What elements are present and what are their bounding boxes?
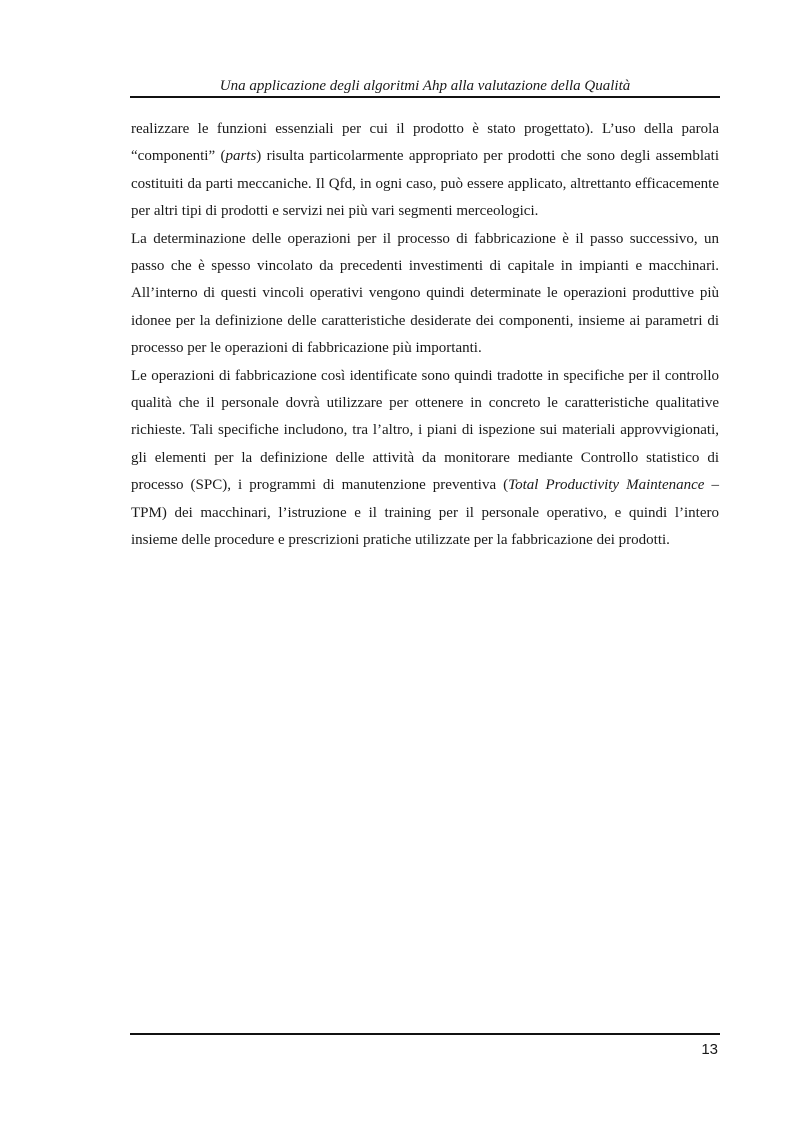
paragraph-3-emphasis: Total Productivity Maintenance [508,477,705,494]
paragraph-3 [131,363,719,555]
paragraph-1-text-b: ) risulta particolarmente appropriato per prodotti che sono degli assemblati costituiti da parti meccaniche. Il Qfd, in ogni caso, può essere applicato, altrettanto efficacemente per altri tipi di prodotti e servizi nei più vari segmenti merceologici. [131,148,719,220]
body-text [131,116,719,555]
footer-rule [130,1033,720,1035]
paragraph-2: La determinazione delle operazioni per il processo di fabbricazione è il passo successivo, un passo che è spesso vincolato da precedenti investimenti di capitale in impianti e macchinari. All’interno di questi vincoli operativi vengono quindi determinate le operazioni produttive più idonee per la definizione delle caratteristiche desiderate dei componenti, insieme ai parametri di processo per le operazioni di fabbricazione più importanti. [131,230,719,357]
running-header: Una applicazione degli algoritmi Ahp alla valutazione della Qualità [219,78,631,94]
paragraph-3-text-b: – TPM) dei macchinari, l’istruzione e il training per il personale operativo, e quindi l’intero insieme delle procedure e prescrizioni pratiche utilizzate per la fabbricazione dei prodotti. [131,477,719,549]
paragraph-1 [131,116,719,226]
header-rule [130,96,720,98]
paragraph-1-text-a: realizzare le funzioni essenziali per cui il prodotto è stato progettato). L’uso della parola “componenti” ( [131,121,719,165]
paragraph-1-emphasis: parts [225,148,257,165]
page-number: 13 [701,1041,718,1058]
paragraph-3-text-a: Le operazioni di fabbricazione così identificate sono quindi tradotte in specifiche per il controllo qualità che il personale dovrà utilizzare per ottenere in concreto le caratteristiche qualitative richieste. Tali specifiche includono, tra l’altro, i piani di ispezione sui materiali approvvigionati, gli elementi per la definizione delle attività da monitorare mediante Controllo statistico di processo (SPC), i programmi di manutenzione preventiva ( [131,367,719,494]
